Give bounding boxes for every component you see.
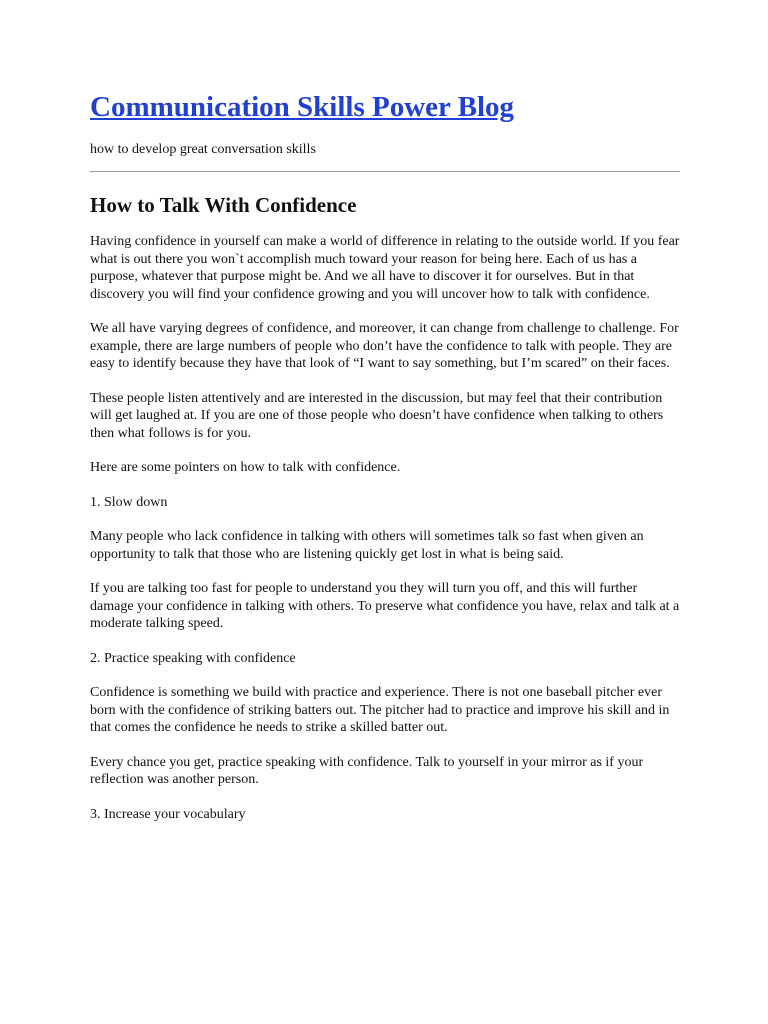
- post-paragraph: We all have varying degrees of confidence, and moreover, it can change from challenge to challenge. For example, there are large numbers of people who don’t have the confidence to talk with people. They are easy to identify because they have that look of “I want to say something, but I’m scared” on their faces.: [90, 321, 679, 371]
- header-divider: [90, 171, 680, 172]
- list-heading-vocabulary: 3. Increase your vocabulary: [90, 806, 246, 822]
- list-heading-practice: 2. Practice speaking with confidence: [90, 650, 296, 666]
- post-paragraph: Having confidence in yourself can make a world of difference in relating to the outside world. If you fear what is out there you won`t accomplish much toward your reason for being here. Each of us has a purpose, whatever that purpose might be. And we all have to discover it for ourselves. But in that discovery you will find your confidence growing and you will uncover how to talk with confidence.: [90, 234, 680, 302]
- blog-title-link[interactable]: Communication Skills Power Blog: [90, 91, 515, 123]
- post-paragraph: Confidence is something we build with practice and experience. There is not one baseball pitcher ever born with the confidence of striking batters out. The pitcher had to practice and improve his skill and in that comes the confidence he needs to strike a skilled batter out.: [90, 685, 670, 735]
- post-paragraph: These people listen attentively and are interested in the discussion, but may feel that their contribution will get laughed at. If you are one of those people who doesn’t have confidence when talking to others then what follows is for you.: [90, 390, 664, 441]
- post-paragraph: If you are talking too fast for people to understand you they will turn you off, and this will further damage your confidence in talking with others. To preserve what confidence you have, relax and talk at a moderate talking speed.: [90, 581, 680, 631]
- blog-page: [90, 86, 680, 840]
- list-heading-slow-down: 1. Slow down: [90, 494, 168, 510]
- blog-tagline: how to develop great conversation skills: [90, 142, 316, 157]
- post-paragraph: Every chance you get, practice speaking with confidence. Talk to yourself in your mirror as if your reflection was another person.: [90, 754, 644, 787]
- post-body: [90, 233, 680, 823]
- post-paragraph: Many people who lack confidence in talking with others will sometimes talk so fast when given an opportunity to talk that those who are listening quickly get lost in what is being said.: [90, 529, 644, 562]
- post-title: How to Talk With Confidence: [90, 193, 357, 217]
- post-paragraph: Here are some pointers on how to talk with confidence.: [90, 460, 401, 475]
